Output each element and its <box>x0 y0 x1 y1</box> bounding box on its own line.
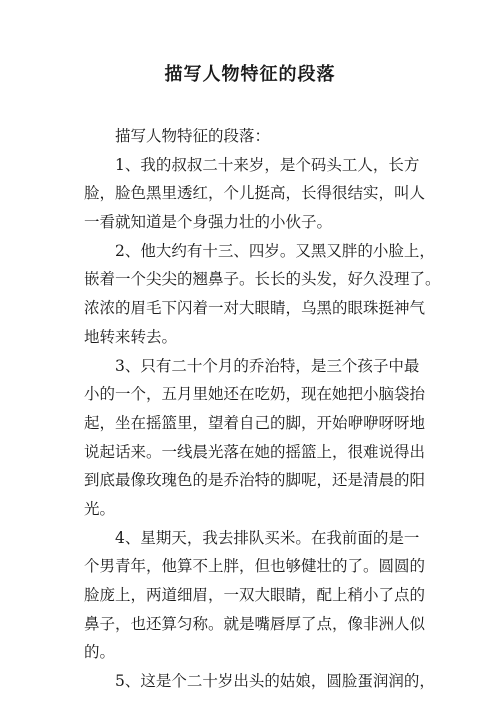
document-body <box>84 122 441 696</box>
text-line: 说起话来。一线晨光落在她的摇篮上，很难说得出 <box>84 442 426 461</box>
text-line: 光。 <box>84 499 116 518</box>
text-line: 4、星期天，我去排队买米。在我前面的是一 <box>115 528 420 547</box>
text-line: 描写人物特征的段落： <box>115 127 271 145</box>
text-line: 起，坐在摇篮里，望着自己的脚，开始咿咿呀呀地 <box>84 413 426 432</box>
text-line: 鼻子，也还算匀称。就是嘴唇厚了点，像非洲人似 <box>84 614 426 633</box>
text-line: 一看就知道是个身强力壮的小伙子。 <box>84 213 333 232</box>
document-title: 描写人物特征的段落 <box>164 64 336 85</box>
text-line: 5、这是个二十岁出头的姑娘，圆脸蛋润润的， <box>115 672 435 691</box>
text-line: 到底最像玫瑰色的是乔治特的脚呢，还是清晨的阳 <box>84 471 426 490</box>
text-line: 3、只有二十个月的乔治特，是三个孩子中最 <box>115 356 420 375</box>
text-line: 的。 <box>84 643 116 662</box>
text-line: 地转来转去。 <box>84 327 178 346</box>
text-line: 脸，脸色黑里透红，个儿挺高，长得很结实，叫人 <box>84 184 426 203</box>
text-line: 嵌着一个尖尖的翘鼻子。长长的头发，好久没理了。 <box>84 270 441 289</box>
text-line: 个男青年，他算不上胖，但也够健壮的了。圆圆的 <box>84 557 426 576</box>
text-line: 1、我的叔叔二十来岁，是个码头工人，长方 <box>115 155 420 174</box>
text-line: 2、他大约有十三、四岁。又黑又胖的小脸上， <box>115 241 435 260</box>
text-line: 小的一个，五月里她还在吃奶，现在她把小脑袋抬 <box>84 385 426 404</box>
text-line: 脸庞上，两道细眉，一双大眼睛，配上稍小了点的 <box>84 586 426 604</box>
text-line: 浓浓的眉毛下闪着一对大眼睛，乌黑的眼珠挺神气 <box>84 299 426 318</box>
